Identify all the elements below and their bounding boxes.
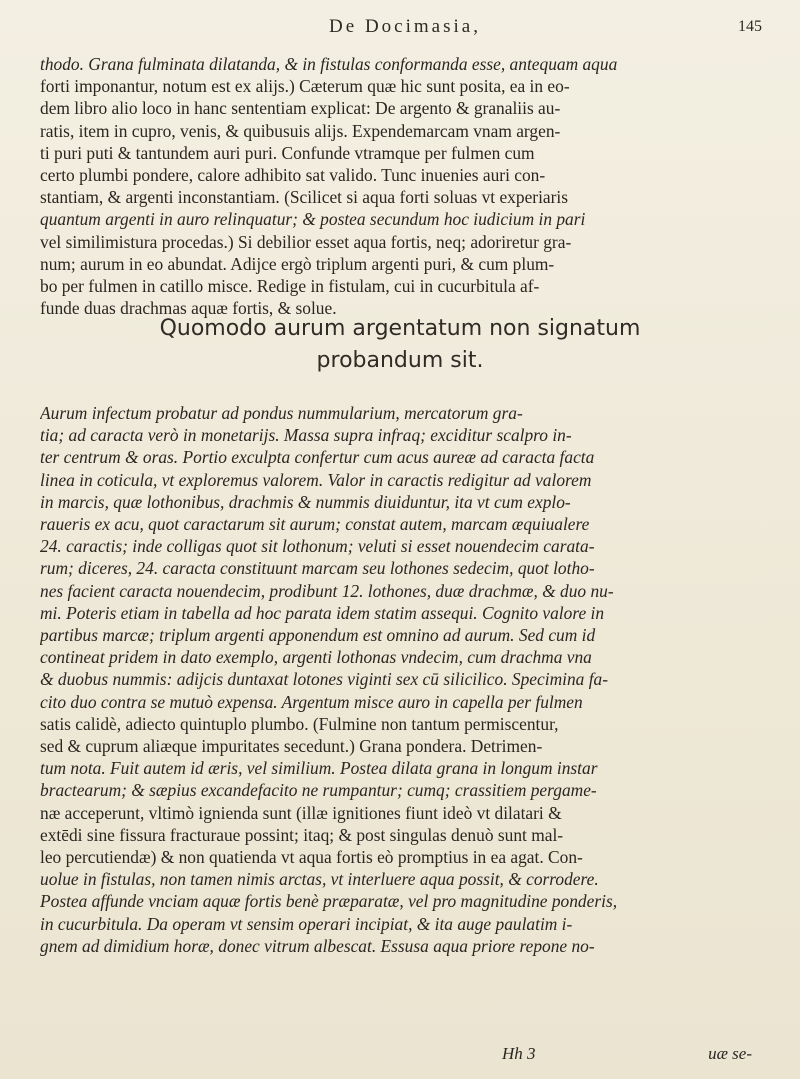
text-line: certo plumbi pondere, calore adhibito sat valido. Tunc inuenies auri con- [40,165,546,186]
section-body [40,402,762,957]
text-line: 24. caractis; inde colligas quot sit lothonum; veluti si esset nouendecim carata- [40,536,595,557]
section-heading [0,313,800,377]
text-line: contineat pridem in dato exemplo, argenti lothonas vndecim, cum drachma vna [40,647,592,668]
text-line: ratis, item in cupro, venis, & quibusuis alijs. Expendemarcam vnam argen- [40,120,561,141]
text-line: dem libro alio loco in hanc sententiam explicat: De argento & granaliis au- [40,98,561,119]
catchword: uæ se- [708,1044,752,1063]
text-line: ti puri puti & tantundem auri puri. Confunde vtramque per fulmen cum [40,142,535,163]
text-line: bo per fulmen in catillo misce. Redige in fistulam, cui in cucurbitula af- [40,276,540,297]
text-line: bractearum; & sæpius excandefacito ne rumpantur; cumq; crassitiem pergame- [40,780,597,801]
signature-mark: Hh 3 [502,1044,536,1063]
text-line: & duobus nummis: adijcis duntaxat lotones viginti sex cū silicilico. Specimina fa- [40,669,609,690]
page-header [40,10,770,46]
text-line: nes facient caracta nouendecim, prodibunt 12. lothones, duæ drachmæ, & duo nu- [40,580,614,601]
text-line: uolue in fistulas, non tamen nimis arctas, vt interluere aqua possit, & corrodere. [40,869,599,890]
text-line: thodo. Grana fulminata dilatanda, & in fistulas conformanda esse, antequam aqua [40,54,618,74]
text-line: satis calidè, adiecto quintuplo plumbo. (Fulmine non tantum permiscentur, [40,713,559,734]
heading-line: probandum sit. [316,348,484,373]
running-head: De Docimasia, [329,16,481,37]
text-line: tia; ad caracta verò in monetarijs. Massa supra infraq; exciditur scalpro in- [40,425,572,446]
text-line: num; aurum in eo abundat. Adijce ergò triplum argenti puri, & cum plum- [40,253,555,274]
page-footer [40,1044,762,1068]
text-line: vel similimistura procedas.) Si debilior esset aqua fortis, neq; adoriretur gra- [40,231,572,252]
text-line: mi. Poteris etiam in tabella ad hoc parata idem statim assequi. Cognito valore in [40,602,605,623]
text-line: partibus marcæ; triplum argenti apponendum est omnino ad aurum. Sed cum id [40,625,596,646]
text-line: linea in coticula, vt exploremus valorem. Valor in caractis redigitur ad valorem [40,469,592,490]
intro-paragraph [40,53,762,319]
text-line: Aurum infectum probatur ad pondus nummularium, mercatorum gra- [40,403,523,423]
text-line: leo percutiendæ) & non quatienda vt aqua fortis eò promptius in ea agat. Con- [40,847,583,868]
text-line: in marcis, quæ lothonibus, drachmis & nummis diuiduntur, ita vt cum explo- [40,491,571,512]
text-line: sed & cuprum aliæque impuritates secedunt.) Grana pondera. Detrimen- [40,736,543,757]
text-line: quantum argenti in auro relinquatur; & postea secundum hoc iudicium in pari [40,209,586,230]
text-line: stantiam, & argenti inconstantiam. (Scilicet si aqua forti soluas vt experiaris [40,187,569,208]
text-line: Postea affunde vnciam aquæ fortis benè præparatæ, vel pro magnitudine ponderis, [40,891,618,912]
heading-line: Quomodo aurum argentatum non signatum [159,316,641,341]
text-line: funde duas drachmas aquæ fortis, & solue. [40,298,337,319]
text-line: næ acceperunt, vltimò ignienda sunt (illæ ignitiones fiunt ideò vt dilatari & [40,802,562,823]
text-line: ter centrum & oras. Portio exculpta confertur cum acus aureæ ad caracta facta [40,447,595,468]
text-line: cito duo contra se mutuò expensa. Argentum misce auro in capella per fulmen [40,691,583,712]
page-number: 145 [738,18,762,35]
text-line: gnem ad dimidium horæ, donec vitrum albescat. Essusa aqua priore repone no- [40,935,595,956]
text-line: rum; diceres, 24. caracta constituunt marcam seu lothones sedecim, quot lotho- [40,558,595,579]
text-line: in cucurbitula. Da operam vt sensim operari incipiat, & ita auge paulatim i- [40,913,573,934]
text-line: extēdi sine fissura fracturaue possint; itaq; & post singulas denuò sunt mal- [40,824,564,845]
text-line: raueris ex acu, quot caractarum sit aurum; constat autem, marcam æquiualere [40,514,590,535]
text-line: forti imponantur, notum est ex alijs.) Cæterum quæ hic sunt posita, ea in eo- [40,76,570,97]
text-line: tum nota. Fuit autem id æris, vel similium. Postea dilata grana in longum instar [40,758,598,779]
